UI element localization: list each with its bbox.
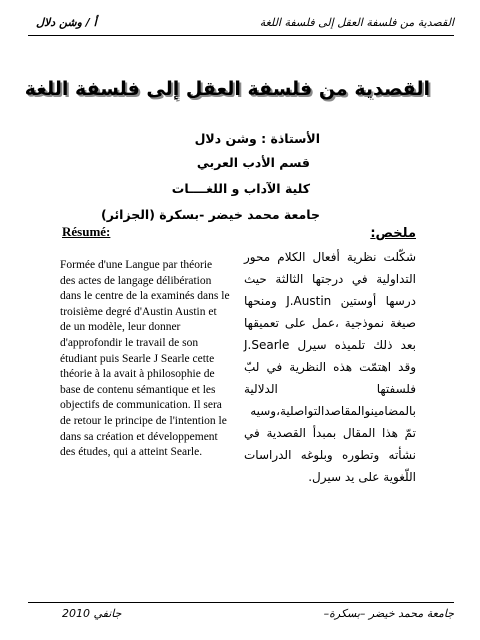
footer-date: جانفي 2010 [62, 607, 122, 620]
author-university: جامعة محمد خيضر -بسكرة (الجزائر) [100, 207, 320, 222]
article-title: القصدية من فلسفة العقل إلى فلسفة اللغة [24, 78, 430, 100]
page-header [0, 0, 480, 40]
author-name: الأستاذة : وشن دلال [194, 131, 320, 146]
author-faculty: كلية الآداب و اللغــــات [171, 181, 310, 196]
abstract-ar-text: شكّلت نظرية أفعال الكلام محور التداولية في درجتها الثالثة حيث درسها أوستين J.Austin ومنحها صيغة نموذجية ،عمل على تعميقها بعد ذلك تلميذه سيرل J.Searle وقد اهتمّت هذه النظرية في لبّ فلسفتها الدلالية بالمضامينوالمقاصدالتواصلية،وسيه تمّ هذا المقال بمبدأ القصدية في نشأته وتطوره وبلوغه الدراسات اللّغوية على يد سيرل. [244, 250, 417, 484]
header-rule [28, 35, 454, 36]
footer-institution: جامعة محمد خيضر –بسكرة– [323, 607, 454, 620]
resume-text: Formée d'une Langue par théorie des actes de langage délibération dans le centre de la examinés dans le troisième degré d'Austin Austin et de un modèle, leur donner d'approfondir le travail de son étudiant puis Searle J Searle cette théorie à la avait à philosophie de base de contenu sémantique et les objectifs de communication. Il sera de retour le principe de l'intention le dans sa création et développement des études, qui a atteint Searle. [60, 259, 230, 459]
header-author-tag: أ / وشن دلال [36, 16, 97, 29]
abstract-ar-heading: ملخص: [370, 226, 416, 241]
author-department: قسم الأدب العربي [196, 155, 310, 170]
footer-rule [28, 602, 454, 603]
resume-heading: Résumé: [62, 224, 111, 239]
header-running-title: القصدية من فلسفة العقل إلى فلسفة اللغة [259, 16, 454, 29]
